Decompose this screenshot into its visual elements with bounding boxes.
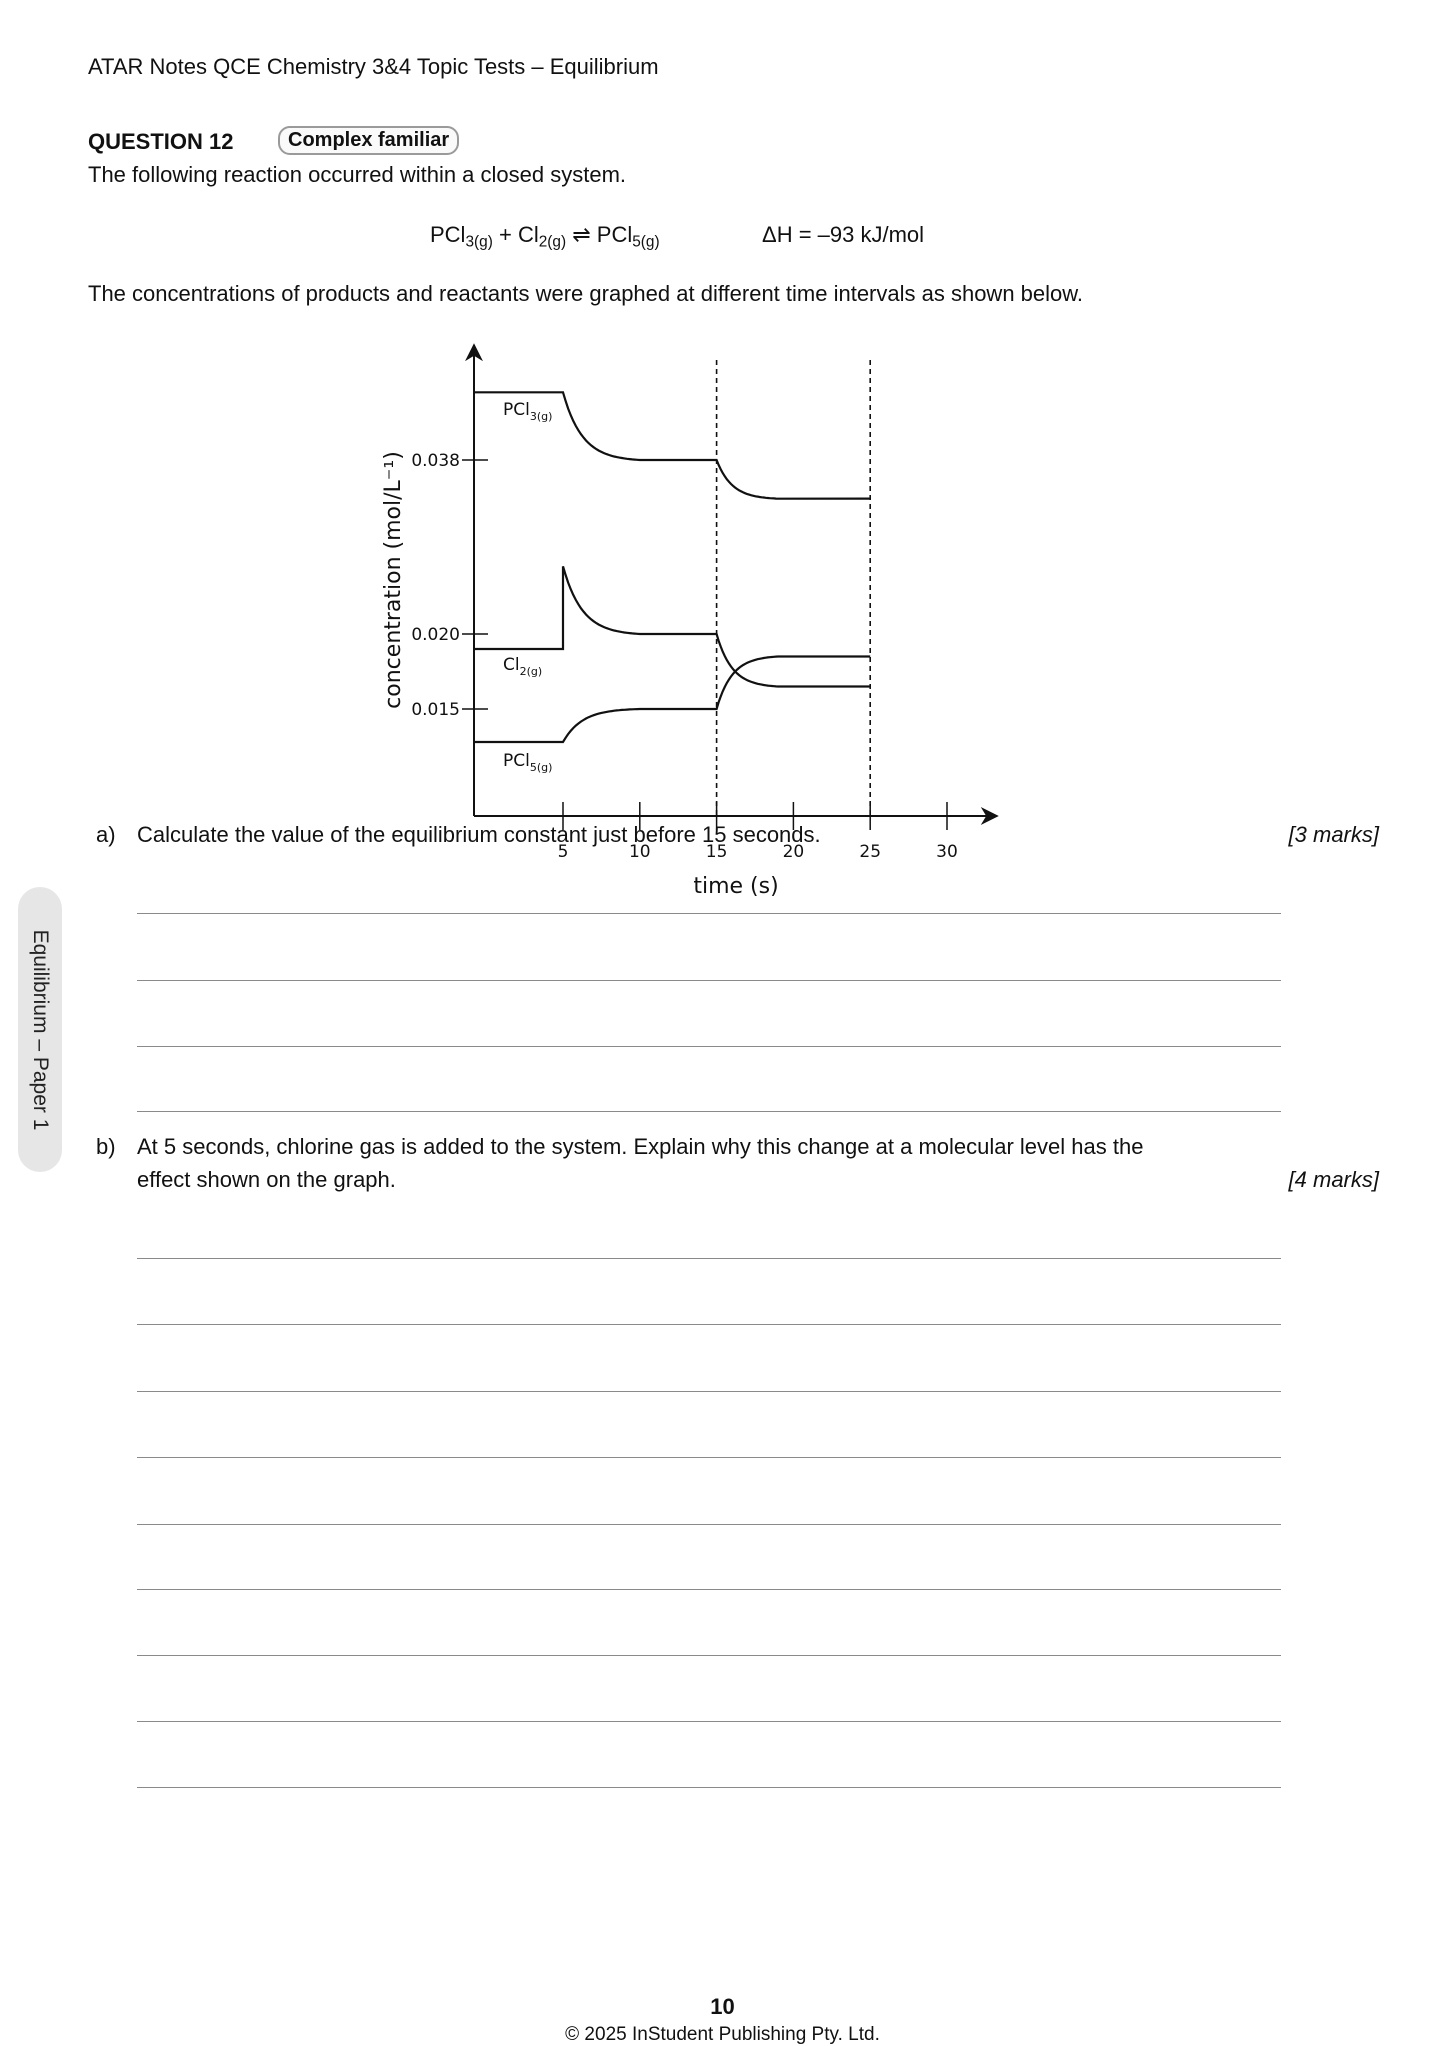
part-a-label: a) (96, 822, 116, 847)
answer-line[interactable] (137, 1787, 1281, 1788)
running-header: ATAR Notes QCE Chemistry 3&4 Topic Tests – Equilibrium (88, 54, 659, 79)
graph-intro: The concentrations of products and reactants were graphed at different time intervals as shown below. (88, 281, 1084, 306)
state-subscript: 2(g) (538, 233, 567, 251)
x-tick-label: 25 (859, 842, 882, 862)
series-label-subscript: 5(g) (529, 761, 553, 774)
answer-line[interactable] (137, 980, 1281, 981)
series-label-subscript: 3(g) (529, 410, 553, 423)
reactant-cl2: Cl (517, 222, 539, 247)
answer-line[interactable] (137, 1457, 1281, 1458)
concentration-time-chart (0, 0, 1445, 920)
y-tick-label: 0.020 (411, 625, 460, 645)
y-tick-label: 0.015 (411, 700, 460, 720)
answer-line[interactable] (137, 1111, 1281, 1112)
enthalpy-change: ΔH = –93 kJ/mol (762, 222, 925, 247)
series-label: $Cl_{2(g)}$ (503, 655, 543, 678)
y-axis-label: concentration (mol/L⁻¹) (381, 451, 406, 709)
part-a-question: Calculate the value of the equilibrium constant just before 15 seconds. (137, 822, 821, 847)
copyright: © 2025 InStudent Publishing Pty. Ltd. (565, 2024, 880, 2045)
plus-sign: + (498, 222, 512, 247)
part-b-marks: [4 marks] (1288, 1167, 1379, 1192)
x-tick-label: 15 (705, 842, 728, 862)
answer-line[interactable] (137, 1391, 1281, 1392)
question-intro: The following reaction occurred within a closed system. (88, 162, 627, 187)
series-label: PCl$_{3(g)}$ (503, 400, 553, 423)
question-number: QUESTION 12 (88, 129, 234, 154)
answer-line[interactable] (137, 1258, 1281, 1259)
reactant-pcl3: PCl (430, 222, 466, 247)
equilibrium-arrow-icon: ⇌ (572, 222, 591, 247)
answer-line[interactable] (137, 1589, 1281, 1590)
series-label-subscript: 2(g) (519, 665, 543, 678)
answer-line[interactable] (137, 1655, 1281, 1656)
x-tick-label: 10 (628, 842, 651, 862)
state-subscript: 5(g) (632, 233, 660, 251)
series-line (474, 392, 870, 498)
state-subscript: 3(g) (465, 233, 493, 251)
part-b-question-line1: At 5 seconds, chlorine gas is added to the system. Explain why this change at a molecular level has the (137, 1134, 1144, 1159)
series-label: PCl$_{5(g)}$ (503, 751, 553, 774)
y-tick-label: 0.038 (411, 450, 460, 471)
page-number: 10 (710, 1994, 735, 2019)
product-pcl5: PCl (596, 222, 633, 247)
answer-line[interactable] (137, 913, 1281, 914)
answer-line[interactable] (137, 1524, 1281, 1525)
x-axis-label: time (s) (693, 874, 779, 899)
part-b-question-line2: effect shown on the graph. (137, 1167, 396, 1192)
x-tick-label: 30 (936, 842, 958, 862)
side-tab (18, 887, 62, 1172)
x-tick-label: 20 (782, 842, 805, 862)
answer-line[interactable] (137, 1324, 1281, 1325)
side-tab-label: Equilibrium – Paper 1 (29, 929, 52, 1130)
answer-line[interactable] (137, 1046, 1281, 1047)
part-a-marks: [3 marks] (1288, 822, 1379, 847)
answer-line[interactable] (137, 1721, 1281, 1722)
part-b-label: b) (96, 1134, 116, 1159)
x-tick-label: 5 (557, 842, 569, 862)
difficulty-badge: Complex familiar (278, 126, 459, 155)
